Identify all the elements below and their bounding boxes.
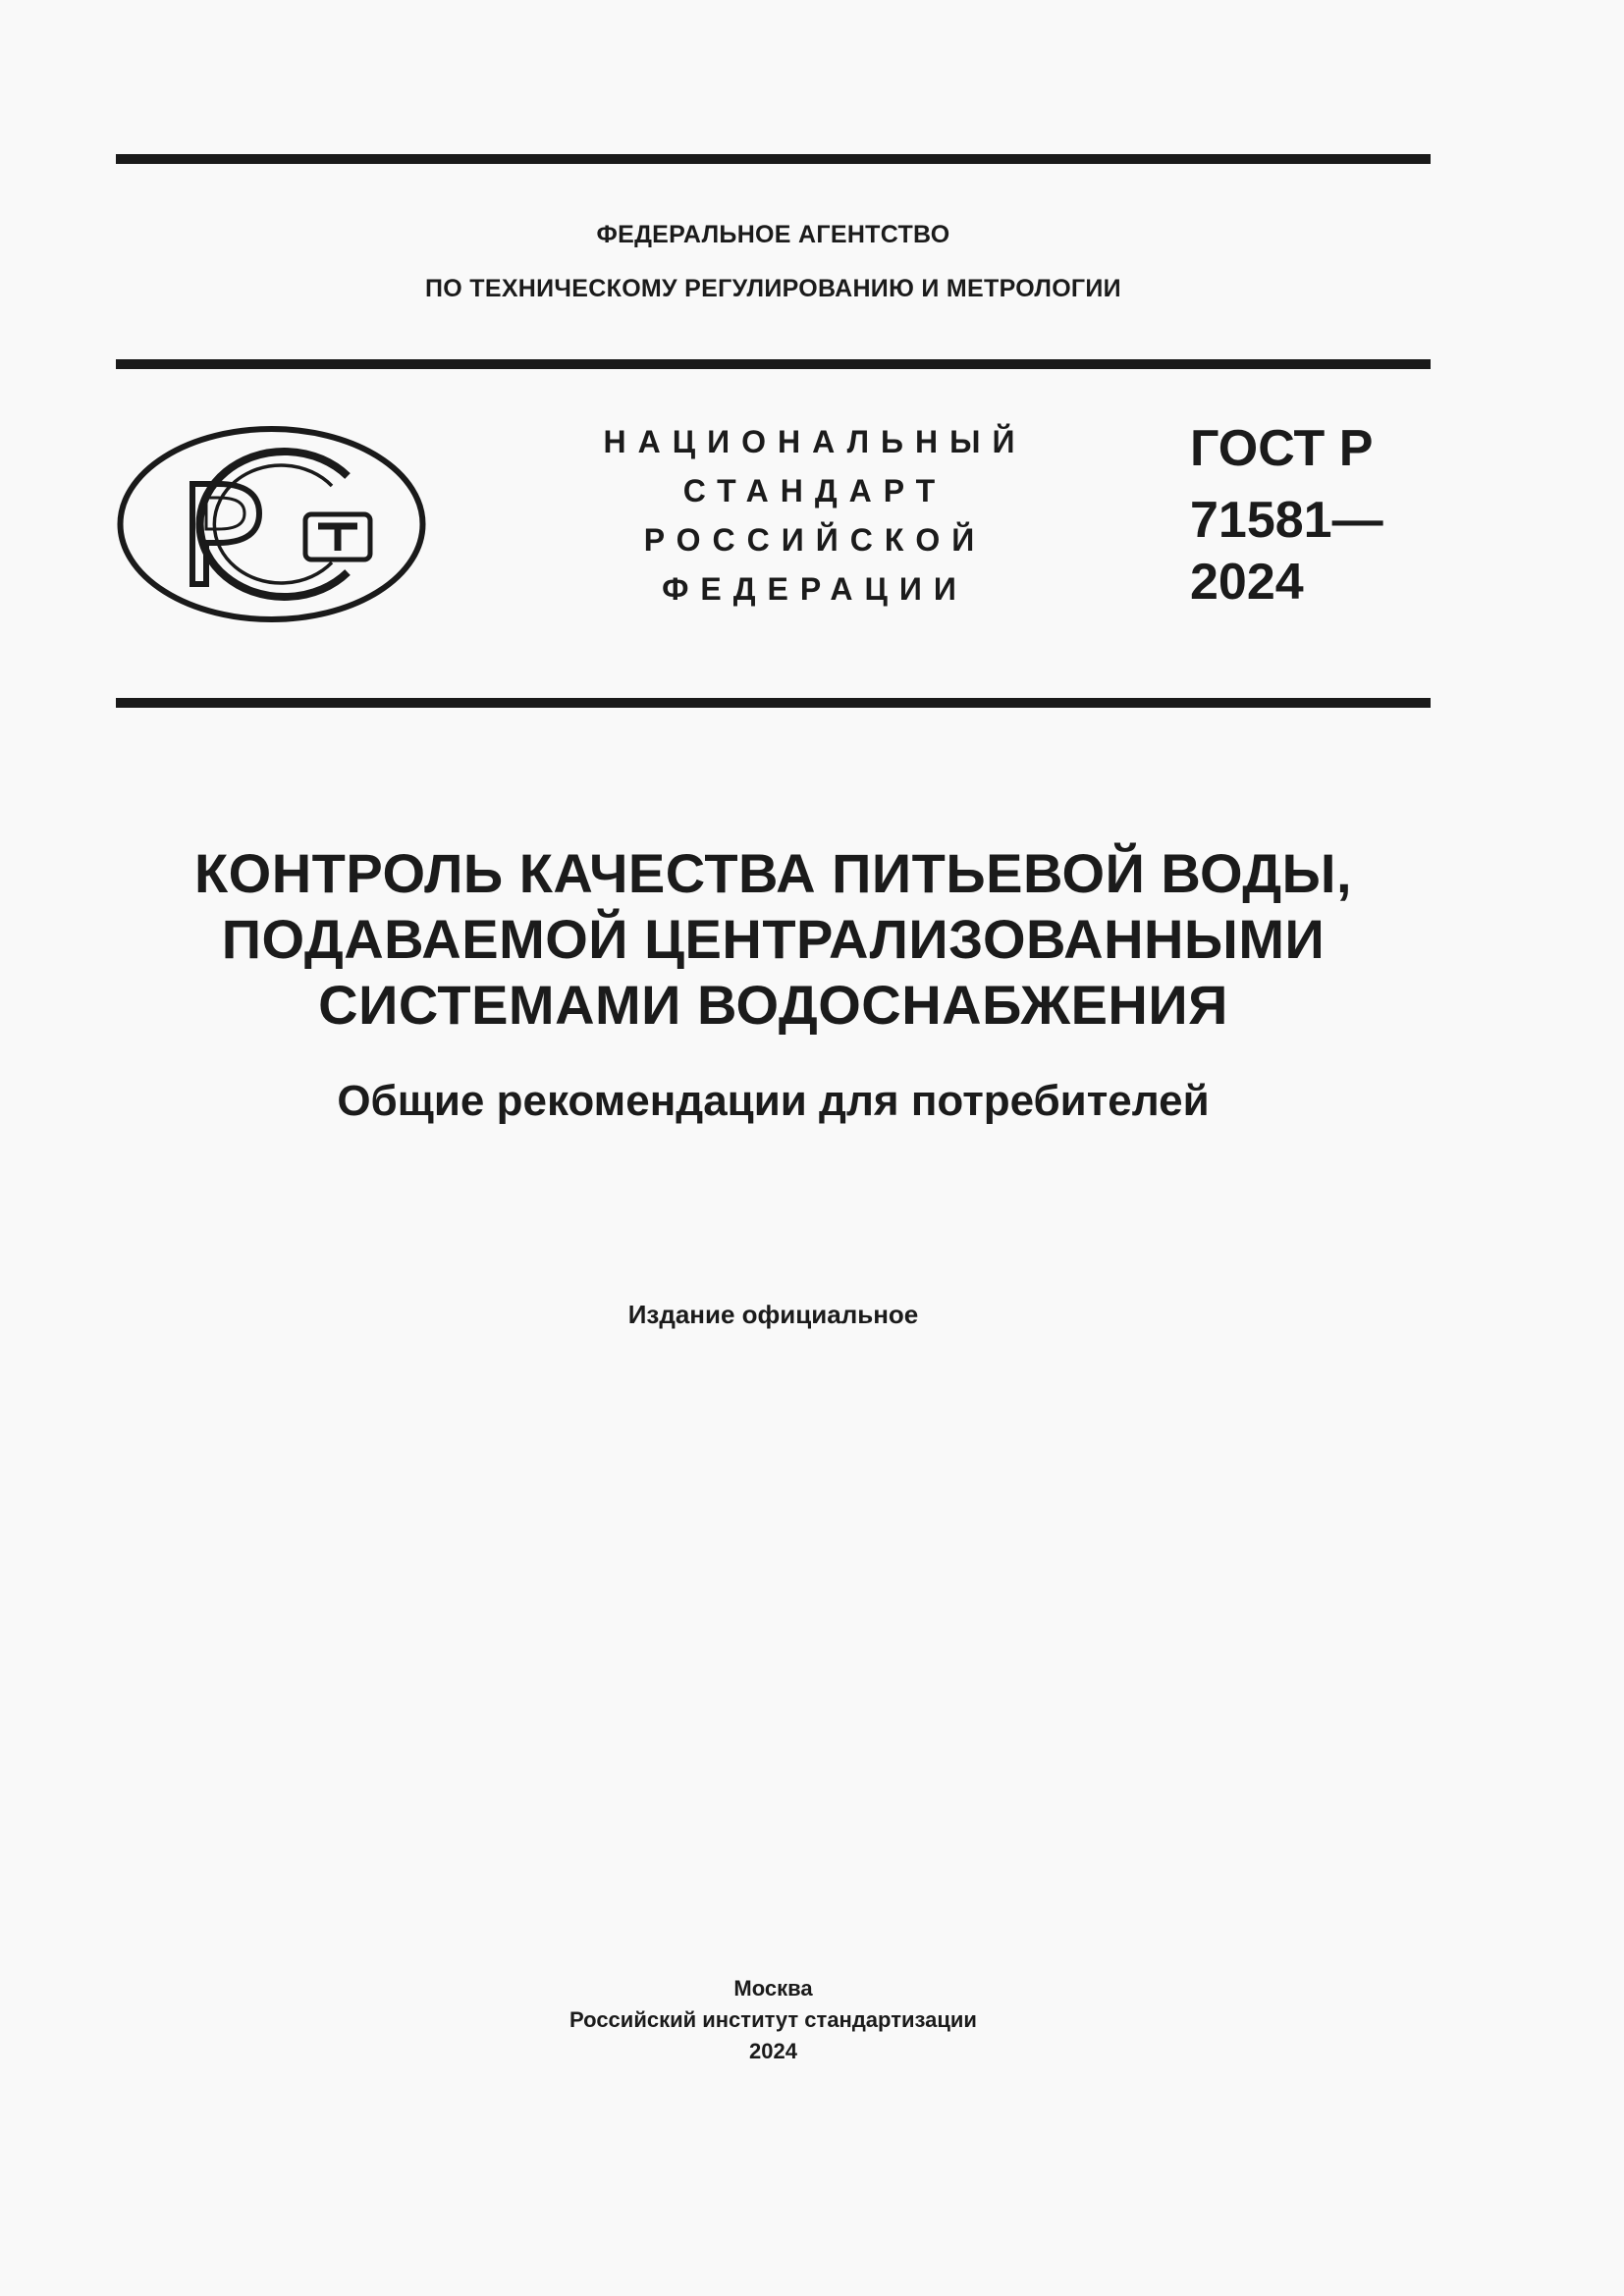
rst-logo-icon [116,425,427,623]
standard-designation-line-3: 2024 [1190,554,1304,611]
document-title-line-3: СИСТЕМАМИ ВОДОСНАБЖЕНИЯ [318,974,1228,1036]
national-standard-line-4: ФЕДЕРАЦИИ [662,571,968,607]
agency-name-line-2: ПО ТЕХНИЧЕСКОМУ РЕГУЛИРОВАНИЮ И МЕТРОЛОГИИ [425,275,1121,302]
national-standard-line-3: РОССИЙСКОЙ [643,522,987,558]
standard-designation-line-2: 71581— [1190,492,1383,549]
agency-name-line-1: ФЕДЕРАЛЬНОЕ АГЕНТСТВО [596,221,950,248]
national-standard-line-1: НАЦИОНАЛЬНЫЙ [603,424,1027,459]
document-title-line-1: КОНТРОЛЬ КАЧЕСТВА ПИТЬЕВОЙ ВОДЫ, [193,842,1353,904]
document-title-line-2: ПОДАВАЕМОЙ ЦЕНТРАЛИЗОВАННЫМИ [221,908,1326,970]
imprint-year: 2024 [749,2039,797,2063]
national-standard-line-2: СТАНДАРТ [682,473,947,508]
divider-rule [116,698,1431,708]
imprint-publisher: Российский институт стандартизации [569,2007,977,2032]
standard-designation-line-1: ГОСТ Р [1190,420,1374,477]
edition-note: Издание официальное [627,1300,919,1329]
imprint-city: Москва [733,1976,813,2001]
document-subtitle: Общие рекомендации для потребителей [337,1077,1210,1125]
top-rule [116,154,1431,164]
header-rule [116,359,1431,369]
